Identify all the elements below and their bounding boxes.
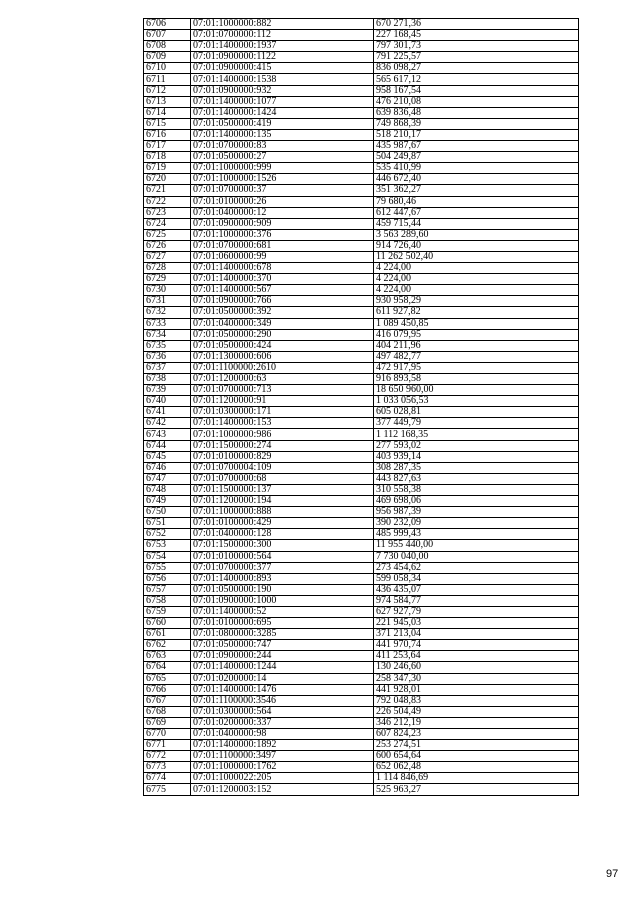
cadastral-number-cell: 07:01:0900000:909 xyxy=(191,218,374,229)
cadastral-number-cell: 07:01:1200003:152 xyxy=(191,784,374,795)
table-row xyxy=(144,340,579,351)
cadastral-number-cell: 07:01:0100000:429 xyxy=(191,518,374,529)
table-row xyxy=(144,263,579,274)
row-number-cell: 6760 xyxy=(144,618,191,629)
row-number-cell: 6733 xyxy=(144,318,191,329)
row-number-cell: 6739 xyxy=(144,385,191,396)
value-cell: 627 927,79 xyxy=(374,606,579,617)
row-number-cell: 6746 xyxy=(144,462,191,473)
cadastral-number-cell: 07:01:1000000:882 xyxy=(191,19,374,30)
table-row xyxy=(144,19,579,30)
value-cell: 1 089 450,85 xyxy=(374,318,579,329)
cadastral-number-cell: 07:01:1100000:2610 xyxy=(191,362,374,373)
table-row xyxy=(144,196,579,207)
row-number-cell: 6774 xyxy=(144,773,191,784)
value-cell: 792 048,83 xyxy=(374,695,579,706)
row-number-cell: 6757 xyxy=(144,584,191,595)
cadastral-number-cell: 07:01:1200000:63 xyxy=(191,374,374,385)
value-cell: 974 584,77 xyxy=(374,595,579,606)
table-row xyxy=(144,584,579,595)
row-number-cell: 6768 xyxy=(144,706,191,717)
row-number-cell: 6735 xyxy=(144,340,191,351)
cadastral-number-cell: 07:01:0900000:244 xyxy=(191,651,374,662)
value-cell: 4 224,00 xyxy=(374,274,579,285)
value-cell: 221 945,03 xyxy=(374,618,579,629)
row-number-cell: 6747 xyxy=(144,473,191,484)
table-row xyxy=(144,107,579,118)
value-cell: 446 672,40 xyxy=(374,174,579,185)
table-row xyxy=(144,651,579,662)
row-number-cell: 6729 xyxy=(144,274,191,285)
cadastral-number-cell: 07:01:1500000:300 xyxy=(191,540,374,551)
cadastral-number-cell: 07:01:1100000:3497 xyxy=(191,751,374,762)
row-number-cell: 6731 xyxy=(144,296,191,307)
row-number-cell: 6772 xyxy=(144,751,191,762)
value-cell: 390 232,09 xyxy=(374,518,579,529)
row-number-cell: 6759 xyxy=(144,606,191,617)
table-row xyxy=(144,618,579,629)
cadastral-number-cell: 07:01:1400000:893 xyxy=(191,573,374,584)
table-body xyxy=(144,19,579,796)
table-row xyxy=(144,695,579,706)
table-row xyxy=(144,63,579,74)
row-number-cell: 6761 xyxy=(144,629,191,640)
row-number-cell: 6711 xyxy=(144,74,191,85)
cadastral-number-cell: 07:01:0100000:695 xyxy=(191,618,374,629)
table-row xyxy=(144,496,579,507)
table-row xyxy=(144,540,579,551)
table-row xyxy=(144,484,579,495)
row-number-cell: 6754 xyxy=(144,551,191,562)
cadastral-number-cell: 07:01:1400000:1476 xyxy=(191,684,374,695)
row-number-cell: 6773 xyxy=(144,762,191,773)
cadastral-number-cell: 07:01:1000000:888 xyxy=(191,507,374,518)
row-number-cell: 6752 xyxy=(144,529,191,540)
row-number-cell: 6737 xyxy=(144,362,191,373)
row-number-cell: 6765 xyxy=(144,673,191,684)
table-row xyxy=(144,762,579,773)
row-number-cell: 6715 xyxy=(144,118,191,129)
cadastral-number-cell: 07:01:0700000:37 xyxy=(191,185,374,196)
table-row xyxy=(144,362,579,373)
value-cell: 599 058,34 xyxy=(374,573,579,584)
value-cell: 79 680,46 xyxy=(374,196,579,207)
cadastral-number-cell: 07:01:1400000:52 xyxy=(191,606,374,617)
value-cell: 443 827,63 xyxy=(374,473,579,484)
row-number-cell: 6709 xyxy=(144,52,191,63)
table-row xyxy=(144,396,579,407)
cadastral-number-cell: 07:01:1500000:274 xyxy=(191,440,374,451)
table-row xyxy=(144,673,579,684)
table-row xyxy=(144,129,579,140)
table-row xyxy=(144,662,579,673)
cadastral-number-cell: 07:01:0700000:68 xyxy=(191,473,374,484)
table-row xyxy=(144,174,579,185)
value-cell: 441 928,01 xyxy=(374,684,579,695)
value-cell: 504 249,87 xyxy=(374,152,579,163)
row-number-cell: 6753 xyxy=(144,540,191,551)
cadastral-number-cell: 07:01:0500000:190 xyxy=(191,584,374,595)
row-number-cell: 6748 xyxy=(144,484,191,495)
cadastral-number-cell: 07:01:1400000:1892 xyxy=(191,740,374,751)
table-row xyxy=(144,573,579,584)
cadastral-number-cell: 07:01:1500000:137 xyxy=(191,484,374,495)
table-row xyxy=(144,518,579,529)
cadastral-number-cell: 07:01:0500000:392 xyxy=(191,307,374,318)
cadastral-number-cell: 07:01:0700000:681 xyxy=(191,240,374,251)
table-row xyxy=(144,773,579,784)
cadastral-number-cell: 07:01:0700000:713 xyxy=(191,385,374,396)
cadastral-number-cell: 07:01:0900000:1000 xyxy=(191,595,374,606)
table-row xyxy=(144,52,579,63)
table-row xyxy=(144,740,579,751)
value-cell: 605 028,81 xyxy=(374,407,579,418)
table-row xyxy=(144,74,579,85)
cadastral-number-cell: 07:01:0300000:564 xyxy=(191,706,374,717)
table-row xyxy=(144,307,579,318)
cadastral-number-cell: 07:01:0400000:12 xyxy=(191,207,374,218)
cadastral-number-cell: 07:01:1400000:1424 xyxy=(191,107,374,118)
cadastral-number-cell: 07:01:1400000:1244 xyxy=(191,662,374,673)
table-row xyxy=(144,562,579,573)
value-cell: 416 079,95 xyxy=(374,329,579,340)
cadastral-number-cell: 07:01:0500000:27 xyxy=(191,152,374,163)
value-cell: 11 955 440,00 xyxy=(374,540,579,551)
row-number-cell: 6751 xyxy=(144,518,191,529)
value-cell: 958 167,54 xyxy=(374,85,579,96)
table-row xyxy=(144,640,579,651)
cadastral-number-cell: 07:01:1400000:678 xyxy=(191,263,374,274)
cadastral-number-cell: 07:01:0200000:14 xyxy=(191,673,374,684)
row-number-cell: 6771 xyxy=(144,740,191,751)
row-number-cell: 6707 xyxy=(144,30,191,41)
cadastral-number-cell: 07:01:1000000:999 xyxy=(191,163,374,174)
value-cell: 749 868,39 xyxy=(374,118,579,129)
row-number-cell: 6718 xyxy=(144,152,191,163)
row-number-cell: 6730 xyxy=(144,285,191,296)
table-row xyxy=(144,218,579,229)
value-cell: 308 287,35 xyxy=(374,462,579,473)
cadastral-number-cell: 07:01:0400000:128 xyxy=(191,529,374,540)
table-row xyxy=(144,240,579,251)
cadastral-number-cell: 07:01:1200000:194 xyxy=(191,496,374,507)
row-number-cell: 6762 xyxy=(144,640,191,651)
cadastral-number-cell: 07:01:0700000:112 xyxy=(191,30,374,41)
row-number-cell: 6716 xyxy=(144,129,191,140)
row-number-cell: 6706 xyxy=(144,19,191,30)
table-row xyxy=(144,141,579,152)
table-row xyxy=(144,329,579,340)
row-number-cell: 6749 xyxy=(144,496,191,507)
table-row xyxy=(144,440,579,451)
row-number-cell: 6732 xyxy=(144,307,191,318)
row-number-cell: 6763 xyxy=(144,651,191,662)
cadastral-number-cell: 07:01:0900000:1122 xyxy=(191,52,374,63)
row-number-cell: 6736 xyxy=(144,351,191,362)
value-cell: 956 987,39 xyxy=(374,507,579,518)
value-cell: 535 410,99 xyxy=(374,163,579,174)
cadastral-number-cell: 07:01:0100000:26 xyxy=(191,196,374,207)
table-row xyxy=(144,318,579,329)
cadastral-number-cell: 07:01:0700004:109 xyxy=(191,462,374,473)
row-number-cell: 6750 xyxy=(144,507,191,518)
value-cell: 226 504,49 xyxy=(374,706,579,717)
value-cell: 525 963,27 xyxy=(374,784,579,795)
cadastral-number-cell: 07:01:0900000:932 xyxy=(191,85,374,96)
value-cell: 469 698,06 xyxy=(374,496,579,507)
table-row xyxy=(144,229,579,240)
row-number-cell: 6727 xyxy=(144,251,191,262)
row-number-cell: 6723 xyxy=(144,207,191,218)
value-cell: 485 999,43 xyxy=(374,529,579,540)
value-cell: 441 970,74 xyxy=(374,640,579,651)
row-number-cell: 6714 xyxy=(144,107,191,118)
cadastral-number-cell: 07:01:0100000:564 xyxy=(191,551,374,562)
table-row xyxy=(144,85,579,96)
value-cell: 518 210,17 xyxy=(374,129,579,140)
table-row xyxy=(144,473,579,484)
row-number-cell: 6767 xyxy=(144,695,191,706)
row-number-cell: 6710 xyxy=(144,63,191,74)
table-row xyxy=(144,96,579,107)
table-row xyxy=(144,429,579,440)
value-cell: 476 210,08 xyxy=(374,96,579,107)
value-cell: 411 253,64 xyxy=(374,651,579,662)
cadastral-number-cell: 07:01:1000000:376 xyxy=(191,229,374,240)
value-cell: 472 917,95 xyxy=(374,362,579,373)
cadastral-number-cell: 07:01:0500000:747 xyxy=(191,640,374,651)
row-number-cell: 6770 xyxy=(144,729,191,740)
row-number-cell: 6728 xyxy=(144,263,191,274)
value-cell: 18 650 960,00 xyxy=(374,385,579,396)
cadastral-number-cell: 07:01:0200000:337 xyxy=(191,717,374,728)
value-cell: 7 730 040,00 xyxy=(374,551,579,562)
cadastral-number-cell: 07:01:1000022:205 xyxy=(191,773,374,784)
value-cell: 607 824,23 xyxy=(374,729,579,740)
page-number: 97 xyxy=(606,868,619,880)
table-row xyxy=(144,274,579,285)
table-row xyxy=(144,185,579,196)
value-cell: 1 114 846,69 xyxy=(374,773,579,784)
value-cell: 600 654,64 xyxy=(374,751,579,762)
cadastral-number-cell: 07:01:0900000:415 xyxy=(191,63,374,74)
value-cell: 273 454,62 xyxy=(374,562,579,573)
cadastral-number-cell: 07:01:0900000:766 xyxy=(191,296,374,307)
value-cell: 310 558,38 xyxy=(374,484,579,495)
row-number-cell: 6722 xyxy=(144,196,191,207)
table-row xyxy=(144,684,579,695)
cadastral-number-cell: 07:01:0400000:98 xyxy=(191,729,374,740)
value-cell: 639 836,48 xyxy=(374,107,579,118)
table-row xyxy=(144,717,579,728)
table-row xyxy=(144,374,579,385)
table-row xyxy=(144,152,579,163)
value-cell: 371 213,04 xyxy=(374,629,579,640)
cadastral-value-table xyxy=(143,18,579,796)
value-cell: 459 715,44 xyxy=(374,218,579,229)
value-cell: 258 347,30 xyxy=(374,673,579,684)
value-cell: 435 987,67 xyxy=(374,141,579,152)
row-number-cell: 6708 xyxy=(144,41,191,52)
table-row xyxy=(144,207,579,218)
cadastral-number-cell: 07:01:1400000:153 xyxy=(191,418,374,429)
value-cell: 916 893,58 xyxy=(374,374,579,385)
value-cell: 611 927,82 xyxy=(374,307,579,318)
value-cell: 346 212,19 xyxy=(374,717,579,728)
cadastral-number-cell: 07:01:0500000:290 xyxy=(191,329,374,340)
row-number-cell: 6734 xyxy=(144,329,191,340)
row-number-cell: 6766 xyxy=(144,684,191,695)
table-row xyxy=(144,285,579,296)
cadastral-number-cell: 07:01:0400000:349 xyxy=(191,318,374,329)
cadastral-number-cell: 07:01:0100000:829 xyxy=(191,451,374,462)
row-number-cell: 6738 xyxy=(144,374,191,385)
value-cell: 404 211,96 xyxy=(374,340,579,351)
value-cell: 403 939,14 xyxy=(374,451,579,462)
row-number-cell: 6726 xyxy=(144,240,191,251)
row-number-cell: 6775 xyxy=(144,784,191,795)
row-number-cell: 6743 xyxy=(144,429,191,440)
value-cell: 930 958,29 xyxy=(374,296,579,307)
cadastral-number-cell: 07:01:1100000:3546 xyxy=(191,695,374,706)
cadastral-number-cell: 07:01:1400000:1077 xyxy=(191,96,374,107)
value-cell: 652 062,48 xyxy=(374,762,579,773)
cadastral-number-cell: 07:01:1400000:135 xyxy=(191,129,374,140)
row-number-cell: 6744 xyxy=(144,440,191,451)
table-row xyxy=(144,251,579,262)
table-row xyxy=(144,163,579,174)
row-number-cell: 6755 xyxy=(144,562,191,573)
table-row xyxy=(144,507,579,518)
value-cell: 797 301,73 xyxy=(374,41,579,52)
value-cell: 11 262 502,40 xyxy=(374,251,579,262)
table-row xyxy=(144,462,579,473)
value-cell: 791 225,57 xyxy=(374,52,579,63)
row-number-cell: 6712 xyxy=(144,85,191,96)
value-cell: 612 447,67 xyxy=(374,207,579,218)
cadastral-number-cell: 07:01:0300000:171 xyxy=(191,407,374,418)
cadastral-number-cell: 07:01:0800000:3285 xyxy=(191,629,374,640)
table-row xyxy=(144,296,579,307)
table-row xyxy=(144,551,579,562)
table-row xyxy=(144,606,579,617)
row-number-cell: 6721 xyxy=(144,185,191,196)
value-cell: 497 482,77 xyxy=(374,351,579,362)
row-number-cell: 6758 xyxy=(144,595,191,606)
row-number-cell: 6742 xyxy=(144,418,191,429)
value-cell: 3 563 289,60 xyxy=(374,229,579,240)
table-row xyxy=(144,784,579,795)
table-row xyxy=(144,30,579,41)
row-number-cell: 6756 xyxy=(144,573,191,584)
table-row xyxy=(144,595,579,606)
value-cell: 670 271,36 xyxy=(374,19,579,30)
table-row xyxy=(144,118,579,129)
row-number-cell: 6740 xyxy=(144,396,191,407)
cadastral-number-cell: 07:01:1000000:986 xyxy=(191,429,374,440)
row-number-cell: 6769 xyxy=(144,717,191,728)
cadastral-number-cell: 07:01:0500000:419 xyxy=(191,118,374,129)
cadastral-number-cell: 07:01:1300000:606 xyxy=(191,351,374,362)
row-number-cell: 6745 xyxy=(144,451,191,462)
table-row xyxy=(144,706,579,717)
row-number-cell: 6713 xyxy=(144,96,191,107)
row-number-cell: 6720 xyxy=(144,174,191,185)
table-row xyxy=(144,407,579,418)
table-row xyxy=(144,351,579,362)
cadastral-number-cell: 07:01:0700000:83 xyxy=(191,141,374,152)
value-cell: 565 617,12 xyxy=(374,74,579,85)
row-number-cell: 6717 xyxy=(144,141,191,152)
value-cell: 1 033 056,53 xyxy=(374,396,579,407)
table-row xyxy=(144,529,579,540)
cadastral-number-cell: 07:01:1000000:1526 xyxy=(191,174,374,185)
cadastral-number-cell: 07:01:1400000:1937 xyxy=(191,41,374,52)
cadastral-number-cell: 07:01:1000000:1762 xyxy=(191,762,374,773)
cadastral-number-cell: 07:01:1200000:91 xyxy=(191,396,374,407)
cadastral-number-cell: 07:01:1400000:1538 xyxy=(191,74,374,85)
cadastral-number-cell: 07:01:1400000:567 xyxy=(191,285,374,296)
value-cell: 227 168,45 xyxy=(374,30,579,41)
cadastral-number-cell: 07:01:0500000:424 xyxy=(191,340,374,351)
cadastral-number-cell: 07:01:1400000:370 xyxy=(191,274,374,285)
value-cell: 4 224,00 xyxy=(374,263,579,274)
table-row xyxy=(144,729,579,740)
row-number-cell: 6719 xyxy=(144,163,191,174)
table-row xyxy=(144,629,579,640)
value-cell: 914 726,40 xyxy=(374,240,579,251)
value-cell: 277 593,02 xyxy=(374,440,579,451)
value-cell: 130 246,60 xyxy=(374,662,579,673)
value-cell: 377 449,79 xyxy=(374,418,579,429)
table-row xyxy=(144,751,579,762)
value-cell: 836 098,27 xyxy=(374,63,579,74)
table-row xyxy=(144,451,579,462)
value-cell: 253 274,51 xyxy=(374,740,579,751)
cadastral-number-cell: 07:01:0700000:377 xyxy=(191,562,374,573)
table-row xyxy=(144,41,579,52)
value-cell: 436 435,07 xyxy=(374,584,579,595)
row-number-cell: 6724 xyxy=(144,218,191,229)
row-number-cell: 6741 xyxy=(144,407,191,418)
value-cell: 1 112 168,35 xyxy=(374,429,579,440)
row-number-cell: 6764 xyxy=(144,662,191,673)
table-row xyxy=(144,385,579,396)
value-cell: 351 362,27 xyxy=(374,185,579,196)
row-number-cell: 6725 xyxy=(144,229,191,240)
table-row xyxy=(144,418,579,429)
value-cell: 4 224,00 xyxy=(374,285,579,296)
cadastral-number-cell: 07:01:0600000:99 xyxy=(191,251,374,262)
